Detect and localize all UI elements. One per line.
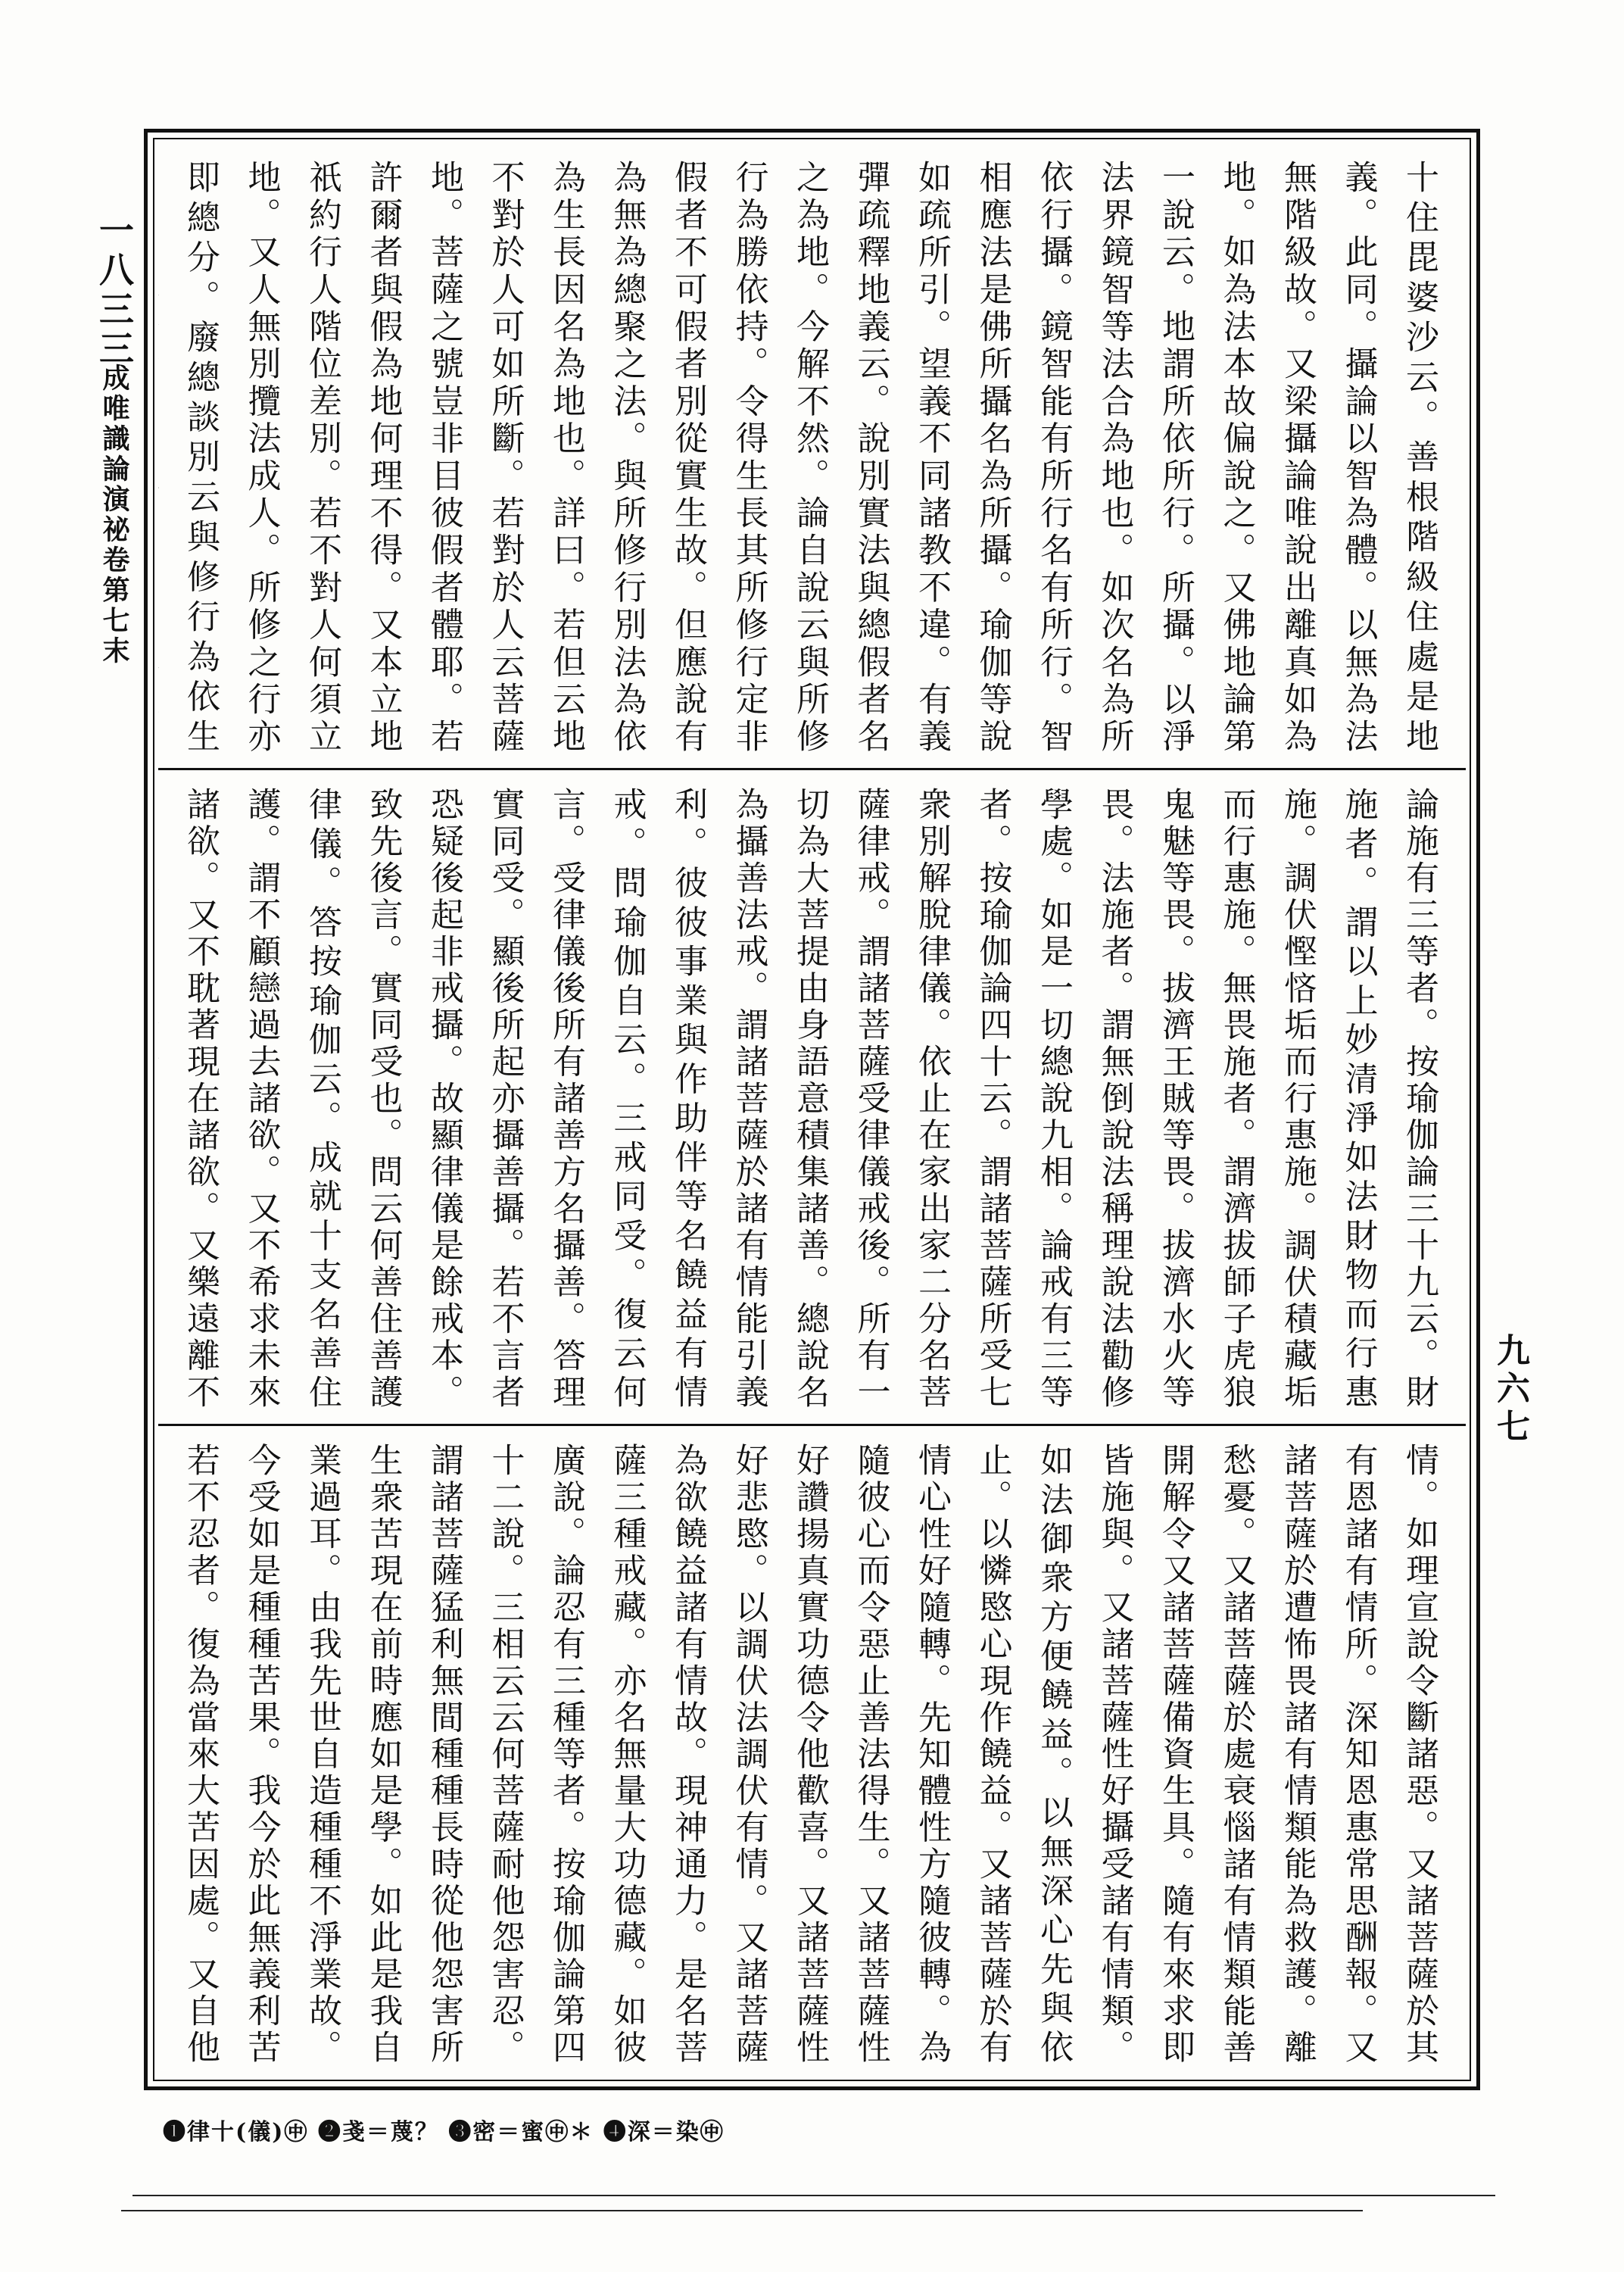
page-number: 九六七 bbox=[1491, 1333, 1529, 1447]
register-bottom bbox=[158, 1426, 1466, 2079]
running-title: 成唯識論演祕卷第七末 bbox=[98, 364, 130, 666]
register-bottom-text: 情。如理宣說令斷諸惡。又諸菩薩於其有恩諸有情所。深知恩惠常思酬報。又諸菩薩於遭怖畏諸有情類能為救護。離愁憂。又諸菩薩於處衰惱諸有情類能善開解令又諸菩薩備資生具。隨有來求即皆施與。又諸菩薩性好攝受諸有情類。如法御衆方便饒益。以無深心先與依止。以憐愍心現作饒益。又諸菩薩於有情心性好隨轉。先知體性方隨彼轉。為隨彼心而令惡止善法得生。又諸菩薩性好讚揚真實功德令他歡喜。又諸菩薩性好悲愍。以調伏法調伏有情。又諸菩薩為欲饒益諸有情故。現神通力。是名菩薩三種戒藏。亦名無量大功德藏。如彼廣說。論忍有三種等者。按瑜伽論第四十二說。三相云云何菩薩耐他怨害忍。謂諸菩薩猛利無間種種長時從他怨害所生衆苦現在前時應如是學。如此是我自業過耳。由我先世自造種種不淨業故。今受如是種種苦果。我今於此無義利苦若不忍者。復為當來大苦因處。又自他 bbox=[181, 1443, 1439, 2065]
folio-number: 一八三三 bbox=[94, 212, 135, 370]
text-frame bbox=[144, 129, 1480, 2090]
register-middle-text: 論施有三等者。按瑜伽論三十九云。財施者。謂以上妙清淨如法財物而行惠施。調伏慳悋垢而行惠施。調伏積藏垢而行惠施。無畏施者。謂濟拔師子虎狼鬼魅等畏。拔濟王賊等畏。拔濟水火等畏。法施者。謂無倒說法稱理說法勸修學處。如是一切總說九相。論戒有三等者。按瑜伽論四十云。謂諸菩薩所受七衆別解脫律儀。依止在家出家二分名菩薩律戒。謂諸菩薩受律儀戒後。所有一切為大菩提由身語意積集諸善。總說名為攝善法戒。謂諸菩薩於諸有情能引義利。彼彼事業與作助伴等名饒益有情戒。問瑜伽自云。三戒同受。復云何言。受律儀後所有諸善方名攝善。答理實同受。顯後所起亦攝善攝。若不言者恐疑後起非戒攝。故顯律儀是餘戒本。致先後言。實同受也。問云何善住善護律儀。答按瑜伽云。成就十支名善住護。謂不顧戀過去諸欲。又不希求未來諸欲。又不耽著現在諸欲。又樂遠離不 bbox=[181, 787, 1439, 1410]
register-top-text: 十住毘婆沙云。善根階級住處是地義。此同。攝論以智為體。以無為法無階級故。又梁攝論唯說出離真如為地。如為法本故偏說之。又佛地論第一說云。地謂所依所行。所攝。以淨法界鏡智等法合為地也。如次名為所依行攝。鏡智能有所行名有所行。智相應法是佛所攝名為所攝。瑜伽等說如疏所引。望義不同諸教不違。有義彈疏釋地義云。說別實法與總假者名之為地。今解不然。論自說云與所修行為勝依持。令得生長其所修行定非假者不可假者別從實生故。但應說有為無為總聚之法。與所修行別法為依為生長因名為地也。詳曰。若但云地不對於人可如所斷。若對於人云菩薩地。菩薩之號豈非目彼假者體耶。若許爾者與假為地何理不得。又本立地祇約行人階位差別。若不對人何須立地。又人無別攬法成人。所修之行亦即總分。廢總談別云與修行為依生 bbox=[181, 160, 1439, 754]
footnotes: ❶律十(儀)㊥ ❷戔＝蔑？ ❸密＝蜜㊥＊ ❹深＝染㊥ bbox=[163, 2119, 725, 2146]
left-margin bbox=[83, 212, 151, 1424]
register-middle bbox=[158, 770, 1466, 1426]
register-top bbox=[158, 143, 1466, 770]
bottom-rule-lower bbox=[121, 2210, 1363, 2211]
right-margin bbox=[1485, 1333, 1546, 1560]
bottom-rule-upper bbox=[132, 2195, 1495, 2196]
